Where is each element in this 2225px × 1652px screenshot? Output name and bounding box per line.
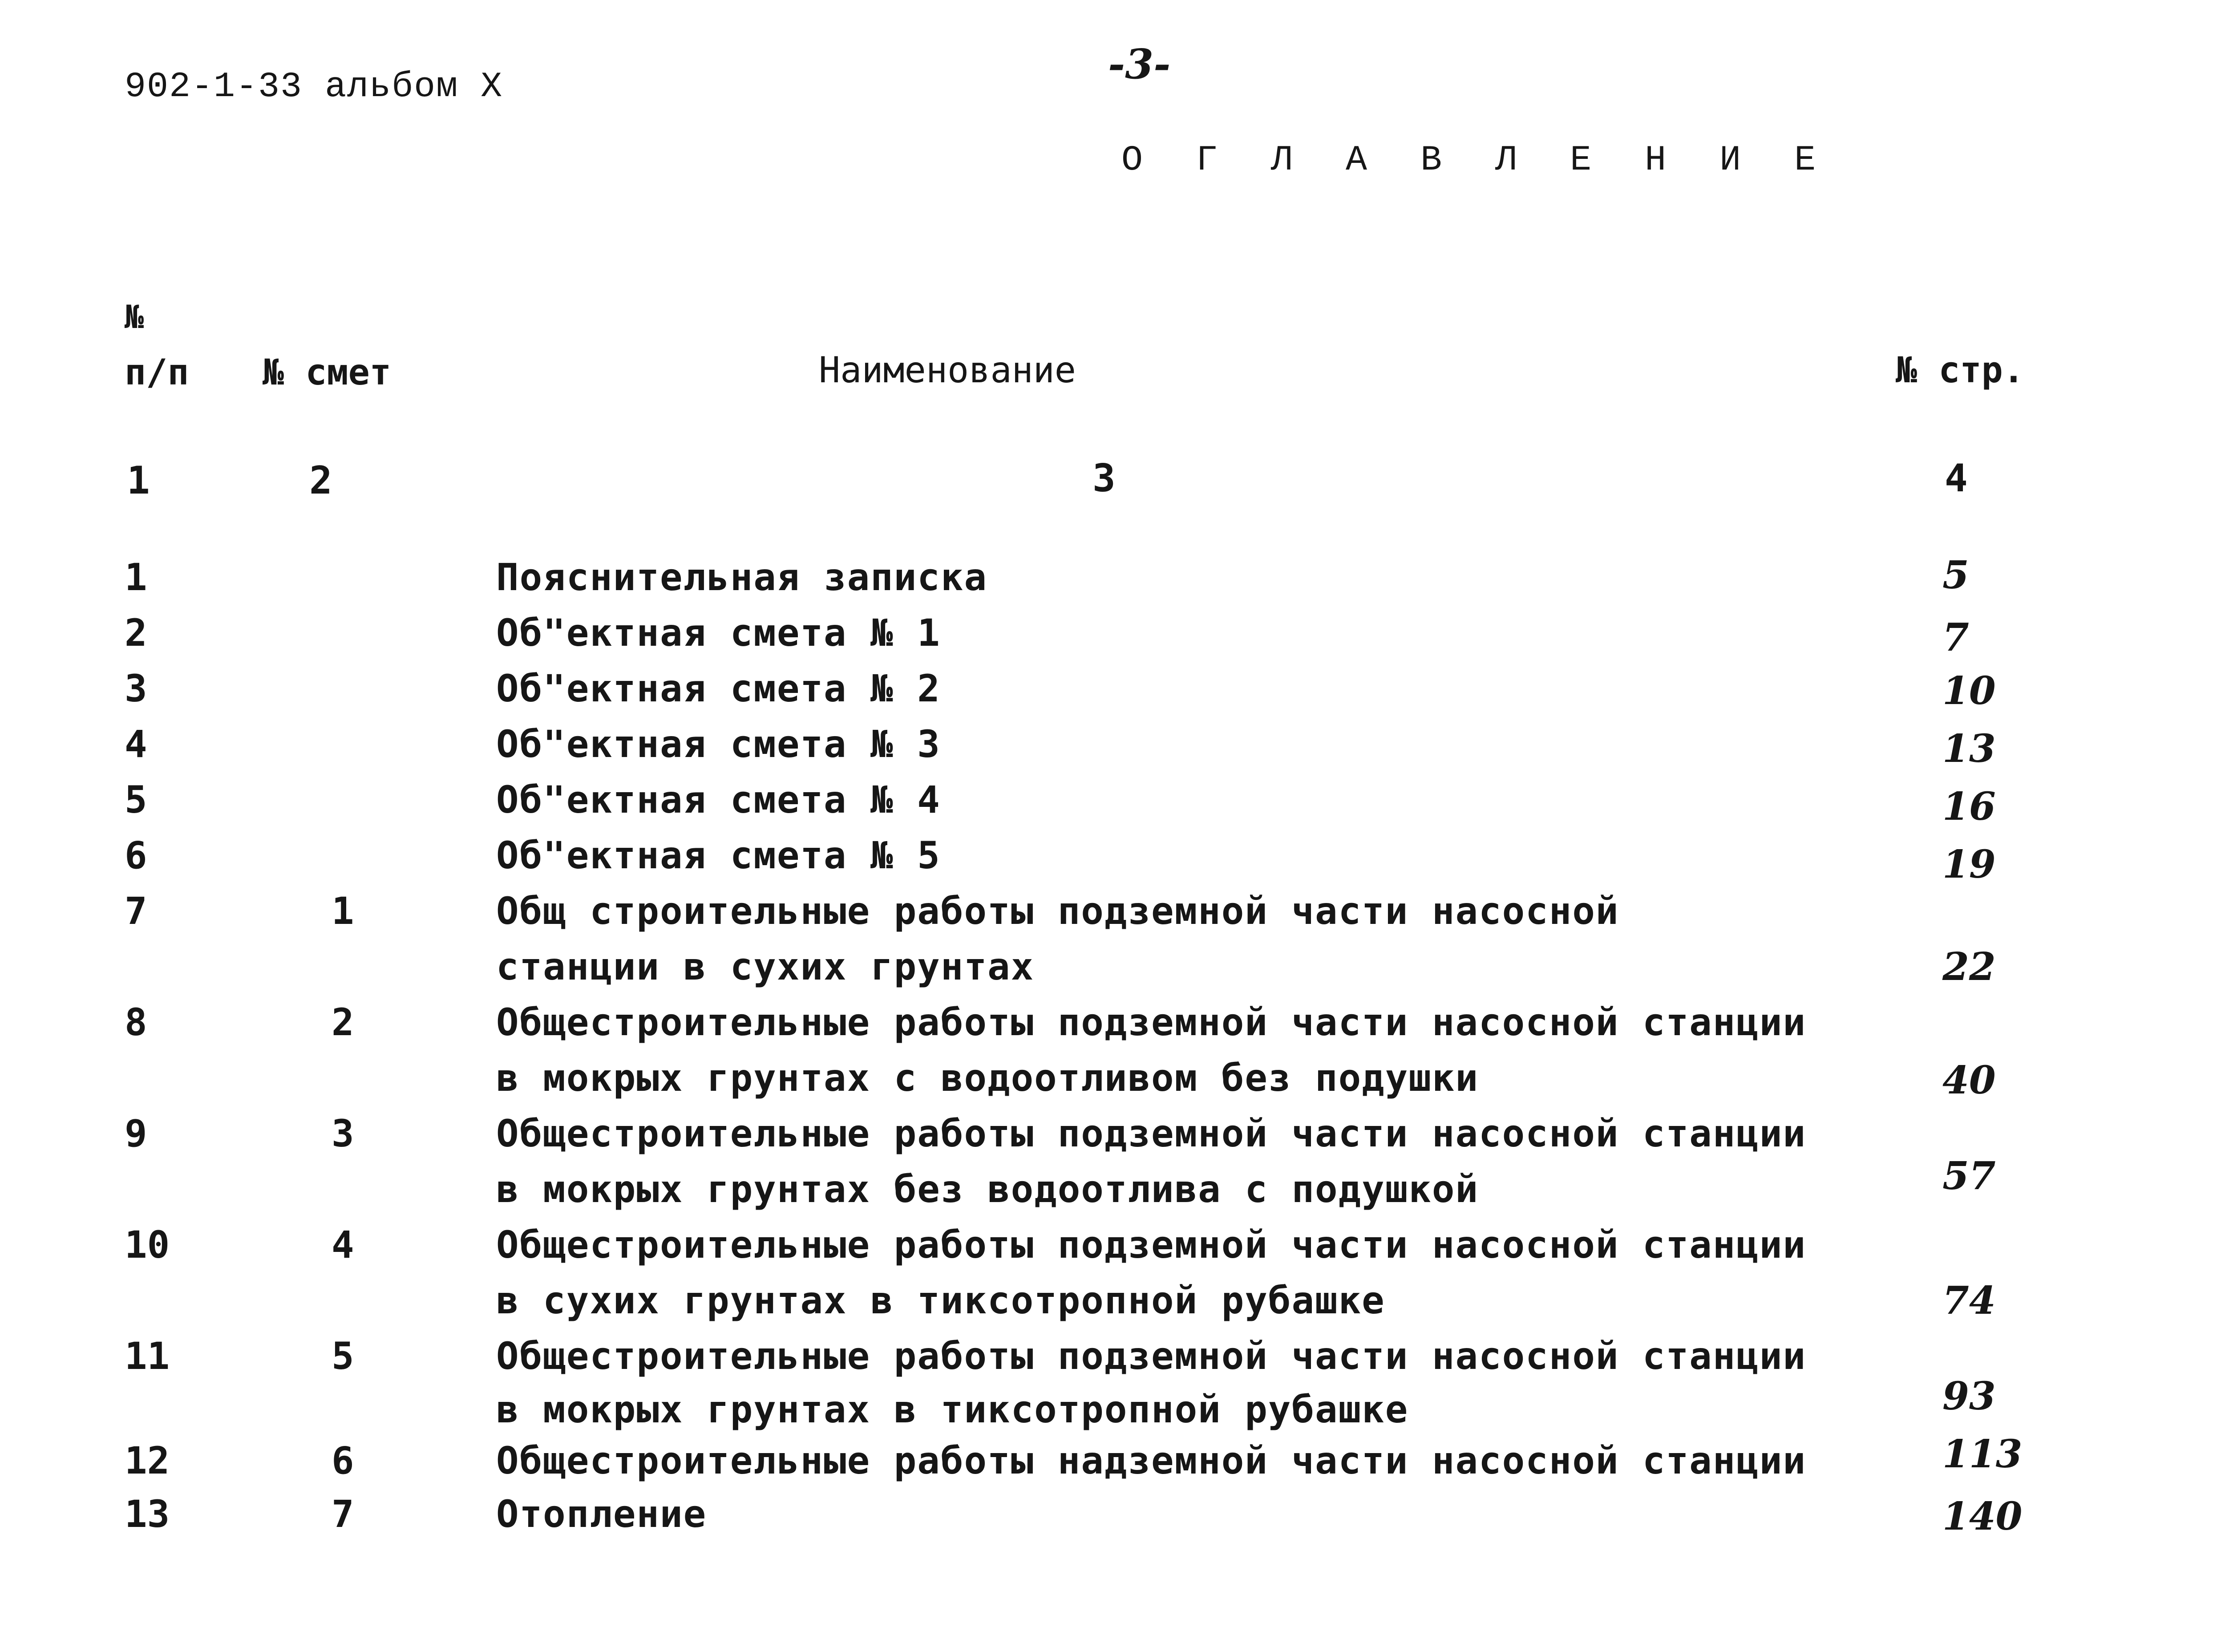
- row-page: 113: [1942, 1432, 2023, 1477]
- page-title: О Г Л А В Л Е Н И Е: [1121, 140, 1832, 181]
- row-page: 5: [1942, 553, 1969, 598]
- row-number: 6: [125, 834, 147, 877]
- row-page: 7: [1942, 615, 1969, 660]
- row-estimate: 7: [332, 1492, 354, 1536]
- page-number: -3-: [1108, 40, 1171, 88]
- row-estimate: 1: [332, 889, 354, 933]
- row-page: 57: [1942, 1154, 1996, 1199]
- row-number: 3: [125, 667, 147, 710]
- header-estimate-number: № смет: [263, 352, 391, 393]
- column-number-4: 4: [1945, 456, 1968, 501]
- row-name: Общестроительные работы подземной части насосной станции: [496, 1000, 1807, 1044]
- row-number: 10: [125, 1223, 170, 1267]
- header-number-sign: №: [125, 298, 144, 336]
- row-page: 16: [1942, 784, 1996, 829]
- column-number-1: 1: [127, 458, 150, 503]
- row-number: 13: [125, 1492, 170, 1536]
- row-name: Общестроительные работы надземной части насосной станции: [496, 1439, 1807, 1482]
- row-page: 40: [1942, 1058, 1996, 1103]
- row-name-continued: в мокрых грунтах без водоотлива с подушкой: [496, 1167, 1479, 1211]
- row-estimate: 6: [332, 1439, 354, 1482]
- row-estimate: 5: [332, 1334, 354, 1378]
- row-number: 2: [125, 611, 147, 655]
- row-name: Об"ектная смета № 1: [496, 611, 941, 655]
- header-name: Наименование: [819, 349, 1076, 391]
- row-estimate: 2: [332, 1000, 354, 1044]
- column-number-3: 3: [1092, 456, 1116, 501]
- row-name: Общестроительные работы подземной части насосной станции: [496, 1334, 1807, 1378]
- row-name: Общестроительные работы подземной части насосной станции: [496, 1112, 1807, 1155]
- row-page: 22: [1942, 944, 1996, 989]
- row-estimate: 3: [332, 1112, 354, 1155]
- row-page: 10: [1942, 668, 1996, 713]
- column-number-2: 2: [309, 458, 332, 503]
- row-name-continued: станции в сухих грунтах: [496, 945, 1035, 988]
- row-number: 9: [125, 1112, 147, 1155]
- row-page: 93: [1942, 1374, 1996, 1419]
- row-number: 11: [125, 1334, 170, 1378]
- row-page: 19: [1942, 842, 1996, 887]
- row-page: 13: [1942, 726, 1996, 771]
- row-number: 1: [125, 555, 147, 599]
- row-number: 7: [125, 889, 147, 933]
- row-number: 5: [125, 778, 147, 822]
- row-name: Отопление: [496, 1492, 707, 1536]
- row-name: Об"ектная смета № 4: [496, 778, 941, 822]
- row-name: Об"ектная смета № 3: [496, 722, 941, 766]
- row-name: Об"ектная смета № 5: [496, 834, 941, 877]
- row-page: 140: [1942, 1494, 2023, 1539]
- row-number: 12: [125, 1439, 170, 1482]
- row-name: Общ строительные работы подземной части насосной: [496, 889, 1619, 933]
- row-name: Общестроительные работы подземной части насосной станции: [496, 1223, 1807, 1267]
- header-page-number: № стр.: [1896, 349, 2024, 391]
- row-number: 8: [125, 1000, 147, 1044]
- row-name: Об"ектная смета № 2: [496, 667, 941, 710]
- row-name-continued: в мокрых грунтах в тиксотропной рубашке: [496, 1388, 1409, 1431]
- row-name: Пояснительная записка: [496, 555, 988, 599]
- document-code: 902-1-33 альбом X: [125, 67, 503, 107]
- row-number: 4: [125, 722, 147, 766]
- row-estimate: 4: [332, 1223, 354, 1267]
- row-name-continued: в сухих грунтах в тиксотропной рубашке: [496, 1279, 1385, 1322]
- row-page: 74: [1942, 1278, 1996, 1323]
- header-item-number: п/п: [125, 352, 189, 393]
- row-name-continued: в мокрых грунтах с водоотливом без подушки: [496, 1056, 1479, 1100]
